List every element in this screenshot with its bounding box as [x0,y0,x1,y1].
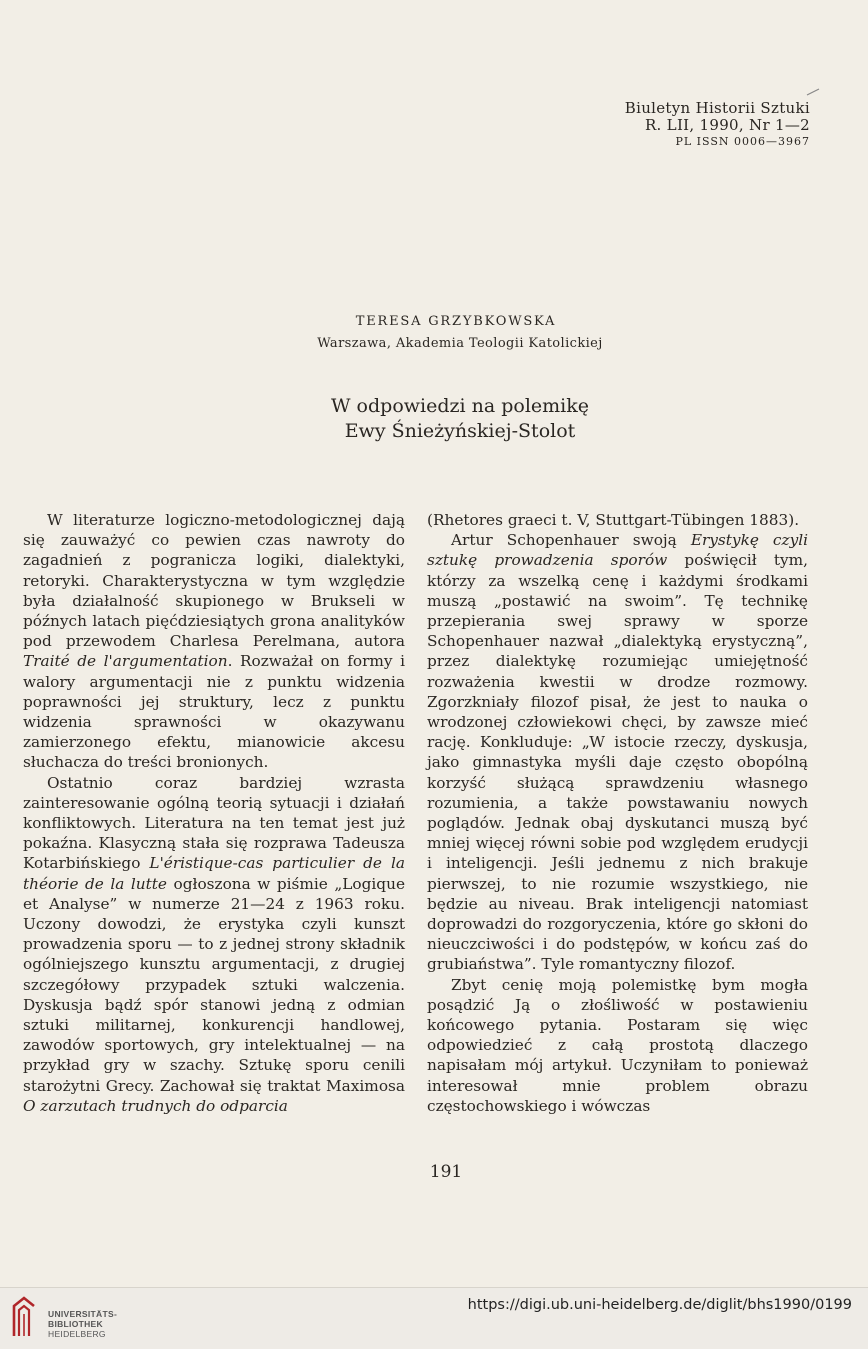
text-run: Ostatnio coraz bardziej wzrasta zainteresowanie ogólną teorią sytuacji i działań konfliktowych. Literatura na ten temat jest już pokaźna. Klasyczną stała się rozprawa Tadeusza Kotarbińskiego [23,773,405,873]
pencil-mark [806,88,820,96]
logo-line-1: UNIVERSITÄTS- [48,1309,118,1319]
author-affiliation: Warszawa, Akademia Teologii Katolickiej [317,336,603,351]
text-run: (Rhetores graeci t. V, Stuttgart-Tübingen 1883). [427,511,800,529]
italic-run: L'éristique-cas particulier de la théorie de la lutte [23,854,405,893]
text-run: W literaturze logiczno-metodologicznej dają się zauważyć co pewien czas nawroty do zagadnień z pogranicza logiki, dialektyki, retoryki. Charakterystyczna w tym względzie była działalność skupionego w Brukseli w późnych latach pięćdziesiątych grona analityków pod przewodem Charlesa Perelmana, autora [23,511,405,651]
library-logo[interactable] [10,1296,150,1342]
journal-info [625,100,810,149]
paragraph [427,975,808,1116]
journal-name: Biuletyn Historii Sztuki [624,99,810,117]
text-run: poświęcił tym, którzy za wszelką cenę i każdymi środkami muszą „postawić na swoim”. Tę technikę przepierania swej sprawy w sporze Schopenhauer nazwał „dialektyką erystyczną”, przez dialektykę rozumiejąc umiejętność rozważenia kwestii w drodze rozmowy. Zgorzkniały filozof pisał, że jest to nauka o wrodzonej człowiekowi chęci, by zawsze mieć rację. Konkluduje: „W istocie rzeczy, dyskusja, jako gimnastyka myśli daje często obopólną korzyść służącą sprawdzeniu własnego rozumienia, a także powstawaniu nowych poglądów. Jednak obaj dyskutanci muszą być mniej więcej równi sobie pod względem erudycji i inteligencji. Jeśli jednemu z nich brakuje pierwszej, to nie rozumie wszystkiego, nie będzie au niveau. Brak inteligencji natomiast doprowadzi do rozgoryczenia, które go skłoni do nieuczciwości i do podstępów, w końcu zaś do grubiaństwa”. Tyle romantyczny filozof. [427,551,808,974]
page-number: 191 [429,1162,463,1182]
italic-run: Traité de l'argumentation [23,652,228,671]
paragraph [23,510,405,773]
journal-volume: R. LII, 1990, Nr 1—2 [644,116,810,134]
paragraph [427,530,808,974]
paragraph [23,773,405,1116]
text-run: Zbyt cenię moją polemistkę bym mogła posądzić Ją o złośliwość w postawieniu końcowego pytania. Postaram się więc odpowiedzieć z całą prostotą dlaczego napisałam mój artykuł. Uczyniłam to ponieważ interesował mnie problem obrazu częstochowskiego i wówczas [427,975,808,1115]
italic-run: O zarzutach trudnych do odparcia [23,1096,288,1115]
article-title [0,394,868,444]
author-name: TERESA GRZYBKOWSKA [355,314,557,329]
permalink-url[interactable]: https://digi.ub.uni-heidelberg.de/diglit/bhs1990/0199 [467,1297,852,1313]
title-line-1: W odpowiedzi na polemikę [330,395,590,417]
right-column [427,510,808,1116]
text-run: . Rozważał on formy i walory argumentacji nie z punktu widzenia poprawności jej struktury, lecz z punktu widzenia sprawności w okazywanu zamierzonego efektu, mianowicie akcesu słuchacza do treści bronionych. [23,652,405,772]
viewer-footer [0,1287,868,1349]
text-run: Artur Schopenhauer swoją [451,531,691,550]
left-column [23,510,405,1116]
paragraph [427,510,808,530]
title-line-2: Ewy Śnieżyńskiej-Stolot [344,420,576,442]
italic-run: Erystykę czyli sztukę prowadzenia sporów [427,531,808,570]
text-run: ogłoszona w piśmie „Logique et Analyse” w numerze 21—24 z 1963 roku. Uczony dowodzi, że erystyka czyli kunszt prowadzenia sporu — to z jednej strony składnik ogólniejszego kunsztu argumentacji, z drugiej szczegółowy przypadek sztuki walczenia. Dyskusja bądź spór stanowi jedną z odmian sztuki militarnej, konkurencji handlowej, zawodów sportowych, gry intelektualnej — na przykład gry w szachy. Sztukę sporu cenili starożytni Grecy. Zachował się traktat Maximosa [23,874,406,1095]
library-logo-icon [10,1296,38,1340]
library-logo-text [48,1309,117,1339]
logo-line-3: HEIDELBERG [48,1329,106,1339]
journal-issn: PL ISSN 0006—3967 [675,135,810,148]
logo-line-2: BIBLIOTHEK [48,1319,103,1329]
